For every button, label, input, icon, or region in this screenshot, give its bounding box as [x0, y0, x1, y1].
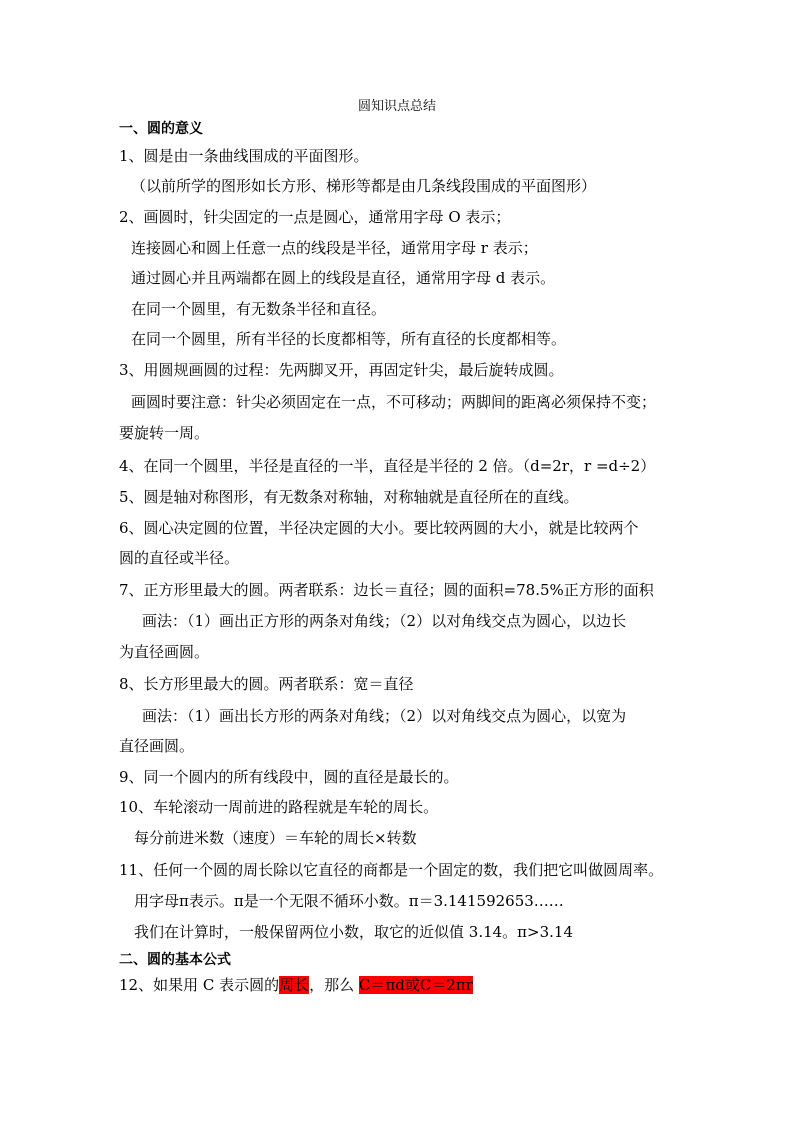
- body-line-5: 通过圆心并且两端都在圆上的线段是直径，通常用字母 d 表示。: [131, 269, 556, 287]
- body-line-11: 4、在同一个圆里，半径是直径的一半，直径是半径的 2 倍。（d=2r，r =d÷2）: [119, 457, 656, 475]
- body-line-7: 在同一个圆里，所有半径的长度都相等，所有直径的长度都相等。: [131, 330, 567, 348]
- body-line-22: 10、车轮滚动一周前进的路程就是车轮的周长。: [119, 798, 439, 816]
- line12-prefix: 12、如果用 C 表示圆的: [119, 976, 280, 994]
- highlight-formula-radius: C＝2πr: [419, 976, 473, 994]
- body-line-12: 5、圆是轴对称图形，有无数条对称轴，对称轴就是直径所在的直线。: [119, 488, 579, 506]
- line12-mid: ，那么: [309, 976, 359, 994]
- body-line-24: 11、任何一个圆的周长除以它直径的商都是一个固定的数，我们把它叫做圆周率。: [119, 861, 664, 879]
- body-line-13: 6、圆心决定圆的位置，半径决定圆的大小。要比较两圆的大小，就是比较两个: [119, 519, 639, 537]
- body-line-26: 我们在计算时，一般保留两位小数，取它的近似值 3.14。π>3.14: [134, 923, 573, 941]
- highlight-formula-diameter: C＝πd: [358, 976, 405, 994]
- body-line-20: 直径画圆。: [119, 737, 195, 755]
- body-line-6: 在同一个圆里，有无数条半径和直径。: [131, 300, 387, 318]
- body-line-14: 圆的直径或半径。: [119, 549, 240, 567]
- body-line-10: 要旋转一周。: [119, 424, 210, 442]
- body-line-16: 画法：（1）画出正方形的两条对角线；（2）以对角线交点为圆心，以边长: [142, 612, 627, 630]
- body-line-17: 为直径画圆。: [119, 643, 210, 661]
- document-title: 圆知识点总结: [357, 99, 436, 114]
- body-line-9: 画圆时要注意：针尖必须固定在一点，不可移动；两脚间的距离必须保持不变；: [131, 393, 657, 411]
- body-line-3: 2、画圆时，针尖固定的一点是圆心，通常用字母 O 表示；: [119, 208, 511, 226]
- body-line-25: 用字母π表示。π是一个无限不循环小数。π＝3.141592653……: [134, 892, 564, 910]
- section-heading-meaning: 一、圆的意义: [119, 121, 203, 137]
- body-line-8: 3、用圆规画圆的过程：先两脚叉开，再固定针尖，最后旋转成圆。: [119, 361, 564, 379]
- body-line-2: （以前所学的图形如长方形、梯形等都是由几条线段围成的平面图形）: [131, 177, 597, 195]
- section-heading-formulas: 二、圆的基本公式: [119, 952, 231, 968]
- body-line-15: 7、正方形里最大的圆。两者联系：边长＝直径；圆的面积=78.5%正方形的面积: [119, 581, 654, 599]
- body-line-18: 8、长方形里最大的圆。两者联系：宽＝直径: [119, 675, 414, 693]
- body-line-27: [119, 975, 473, 995]
- body-line-1: 1、圆是由一条曲线围成的平面图形。: [119, 147, 369, 165]
- highlight-or: 或: [404, 976, 420, 994]
- body-line-4: 连接圆心和圆上任意一点的线段是半径，通常用字母 r 表示；: [131, 239, 538, 257]
- body-line-21: 9、同一个圆内的所有线段中，圆的直径是最长的。: [119, 768, 459, 786]
- body-line-19: 画法：（1）画出长方形的两条对角线；（2）以对角线交点为圆心，以宽为: [142, 707, 627, 725]
- body-line-23: 每分前进米数（速度）＝车轮的周长×转数: [134, 829, 417, 847]
- highlight-circumference: 周长: [279, 976, 310, 994]
